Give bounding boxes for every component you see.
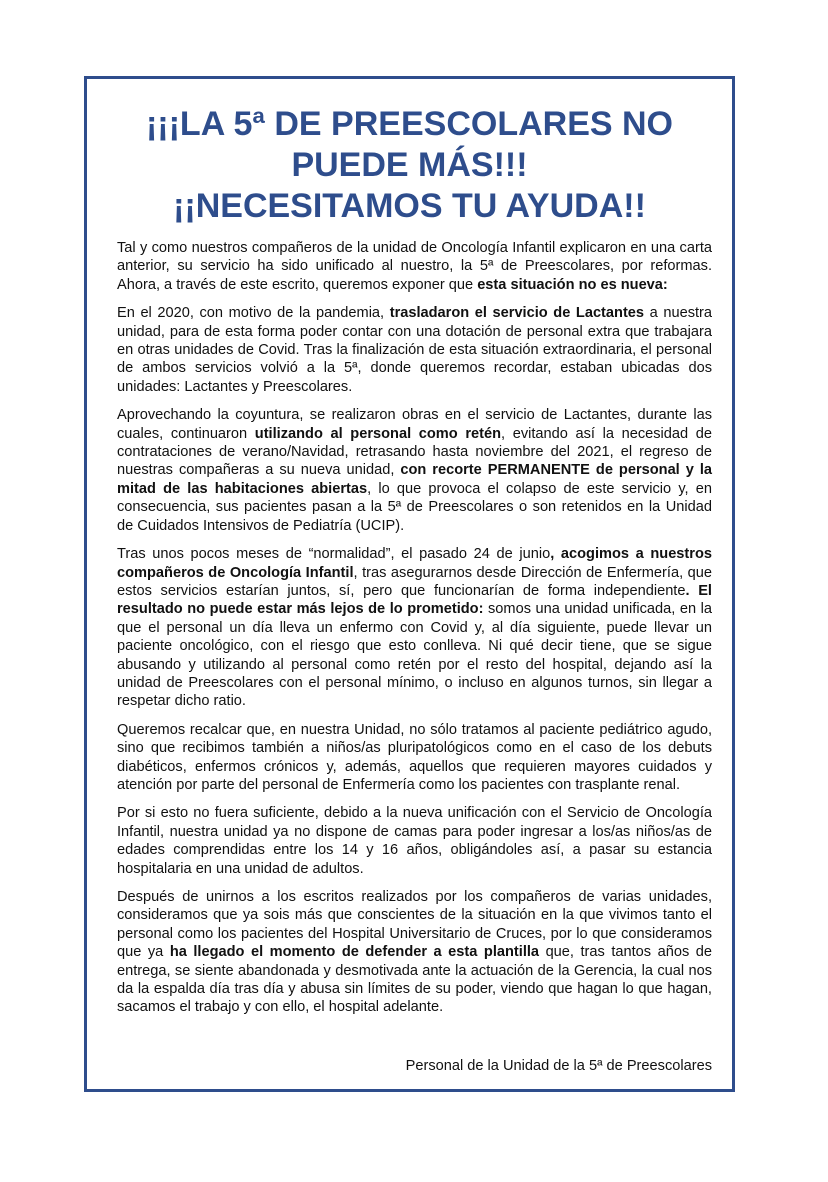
title-line-3: ¡¡NECESITAMOS TU AYUDA!! <box>173 187 646 225</box>
paragraph-2: En el 2020, con motivo de la pandemia, trasladaron el servicio de Lactantes a nuestra unidad, para de esta forma poder contar con una dotación de personal extra que trabajara en otras unidades de Covid. Tras la finalización de esta situación extraordinaria, el personal de ambos servicios volvió a la 5ª, donde queremos recordar, estaban ubicadas dos unidades: Lactantes y Preescolares. <box>117 305 713 395</box>
paragraph-1: Tal y como nuestros compañeros de la unidad de Oncología Infantil explicaron en una carta anterior, su servicio ha sido unificado al nuestro, la 5ª de Preescolares, por reformas. Ahora, a través de este escrito, queremos exponer que esta situación no es nueva: <box>117 240 712 293</box>
title-line-1: ¡¡¡LA 5ª DE PREESCOLARES NO <box>145 105 674 143</box>
paragraph-7: Después de unirnos a los escritos realizados por los compañeros de varias unidades, consideramos que ya sois más que conscientes de la situación en la que vivimos tanto el personal como los pacientes del Hospital Universitario de Cruces, por lo que consideramos que ya ha llegado el momento de defender a esta plantilla que, tras tantos años de entrega, se siente abandonada y desmotivada ante la actuación de la Gerencia, la cual nos da la espalda día tras día y abusa sin límites de su poder, viendo que hagan lo que hagan, sacamos el trabajo y con ello, el hospital adelante. <box>117 889 713 1016</box>
letter-frame <box>84 76 735 1092</box>
letter-body <box>117 239 712 1027</box>
paragraph-3: Aprovechando la coyuntura, se realizaron obras en el servicio de Lactantes, durante las cuales, continuaron utilizando al personal como retén, evitando así la necesidad de contrataciones de verano/Navidad, retrasando hasta noviembre del 2021, el regreso de nuestras compañeras a su nueva unidad, con recorte PERMANENTE de personal y la mitad de las habitaciones abiertas, lo que provoca el colapso de este servicio y, en consecuencia, sus pacientes pasan a la 5ª de Preescolares o son retenidos en la Unidad de Cuidados Intensivos de Pediatría (UCIP). <box>117 407 712 534</box>
paragraph-4: Tras unos pocos meses de “normalidad”, el pasado 24 de junio, acogimos a nuestros compañeros de Oncología Infantil, tras asegurarnos desde Dirección de Enfermería, que estos servicios estarían juntos, sí, pero que funcionarían de forma independiente. El resultado no puede estar más lejos de lo prometido: somos una unidad unificada, en la que el personal un día lleva un enfermo con Covid y, al día siguiente, puede llevar un paciente oncológico, con el riesgo que esto conlleva. Ni qué decir tiene, que se sigue abusando y utilizando al personal como retén por el resto del hospital, dejando así la unidad de Preescolares con el personal mínimo, o incluso en algunos turnos, sin llegar a respetar dicho ratio. <box>117 546 712 710</box>
paragraph-6: Por si esto no fuera suficiente, debido a la nueva unificación con el Servicio de Oncología Infantil, nuestra unidad ya no dispone de camas para poder ingresar a los/as niños/as de edades comprendidas entre los 14 y 16 años, obligándoles así, a pasar su estancia hospitalaria en una unidad de adultos. <box>117 805 712 877</box>
title-line-2: PUEDE MÁS!!! <box>291 146 528 184</box>
letter-title <box>87 104 732 227</box>
signature: Personal de la Unidad de la 5ª de Preescolares <box>405 1058 712 1074</box>
paragraph-5: Queremos recalcar que, en nuestra Unidad, no sólo tratamos al paciente pediátrico agudo, sino que recibimos también a niños/as pluripatológicos como en el caso de los debuts diabéticos, enfermos crónicos y, además, aquellos que requieren mayores cuidados y atención por parte del personal de Enfermería como los pacientes con trasplante renal. <box>117 721 712 793</box>
